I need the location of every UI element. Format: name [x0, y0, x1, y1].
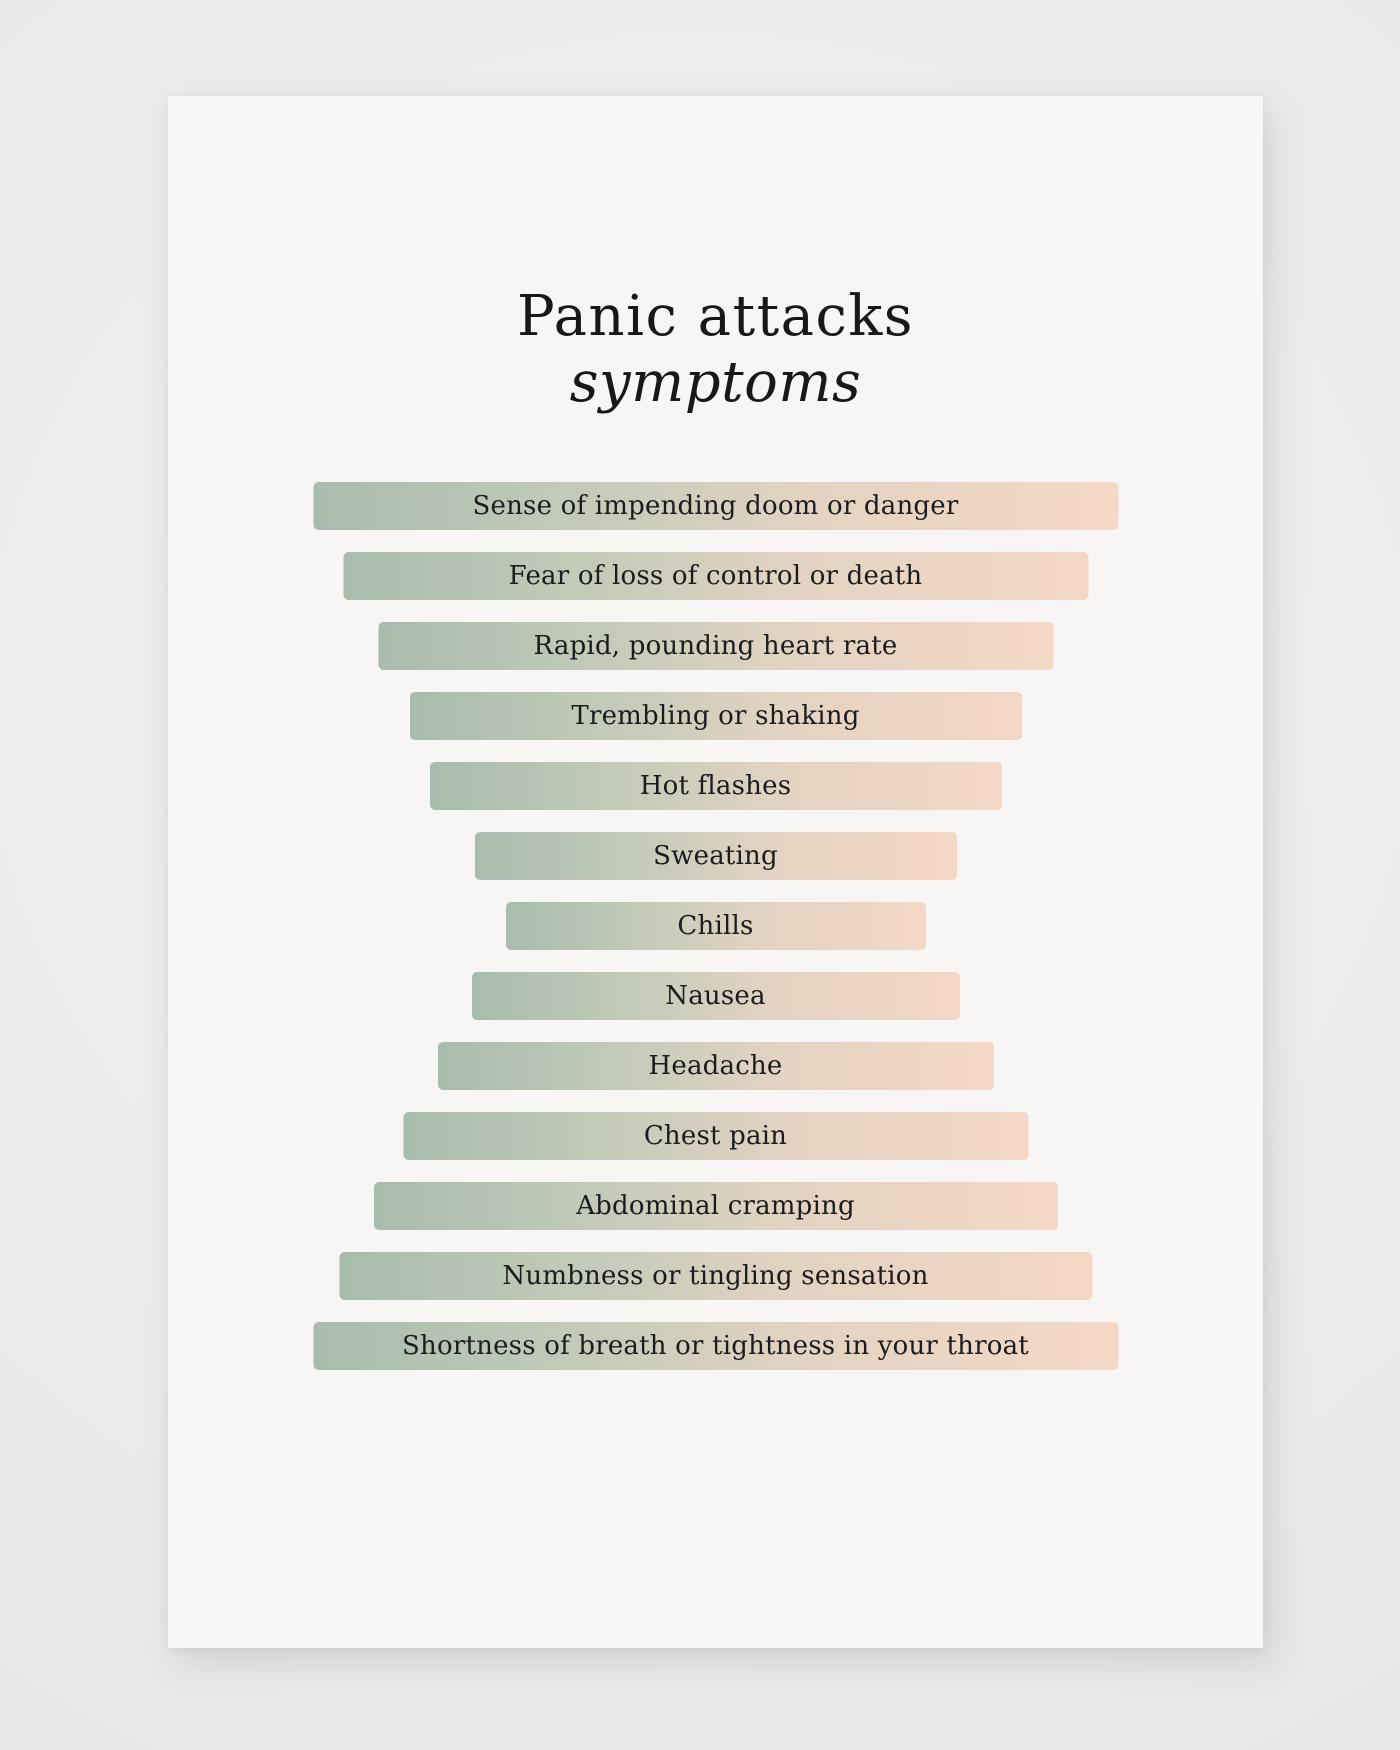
symptom-row	[168, 832, 1263, 894]
symptom-bar	[339, 1252, 1092, 1300]
symptom-row	[168, 762, 1263, 824]
symptom-label: Shortness of breath or tightness in your throat	[402, 1331, 1029, 1361]
symptom-row	[168, 1252, 1263, 1314]
symptom-label: Headache	[648, 1051, 783, 1081]
symptom-bar	[374, 1182, 1058, 1230]
symptom-bar	[313, 482, 1118, 530]
symptom-bar	[506, 902, 926, 950]
symptom-bar	[403, 1112, 1028, 1160]
symptom-label: Abdominal cramping	[576, 1191, 855, 1221]
symptom-row	[168, 1182, 1263, 1244]
symptom-row	[168, 1112, 1263, 1174]
symptom-bar	[438, 1042, 994, 1090]
symptom-row	[168, 482, 1263, 544]
symptom-row	[168, 972, 1263, 1034]
symptom-bar	[430, 762, 1002, 810]
symptom-label: Sense of impending doom or danger	[472, 491, 959, 521]
symptom-label: Hot flashes	[639, 771, 792, 801]
symptom-label: Trembling or shaking	[571, 701, 860, 731]
symptom-label: Rapid, pounding heart rate	[533, 631, 898, 661]
symptom-row	[168, 622, 1263, 684]
symptom-bar	[313, 1322, 1118, 1370]
symptom-row	[168, 1322, 1263, 1384]
symptom-row	[168, 902, 1263, 964]
poster-canvas	[168, 96, 1263, 1648]
poster-title	[168, 284, 1263, 415]
symptom-bar	[410, 692, 1022, 740]
title-primary: Panic attacks	[516, 284, 914, 349]
symptom-label: Numbness or tingling sensation	[502, 1261, 929, 1291]
symptom-row	[168, 1042, 1263, 1104]
symptom-bar	[343, 552, 1088, 600]
title-secondary: symptoms	[569, 349, 862, 415]
symptom-label: Chest pain	[643, 1121, 788, 1151]
symptom-row	[168, 692, 1263, 754]
symptom-label: Chills	[677, 911, 754, 941]
symptom-label: Nausea	[665, 981, 766, 1011]
symptom-label: Fear of loss of control or death	[508, 561, 923, 591]
symptom-bar	[472, 972, 960, 1020]
symptom-bar-chart	[168, 482, 1263, 1392]
symptom-label: Sweating	[653, 841, 778, 871]
symptom-bar	[475, 832, 957, 880]
symptom-row	[168, 552, 1263, 614]
symptom-bar	[378, 622, 1053, 670]
